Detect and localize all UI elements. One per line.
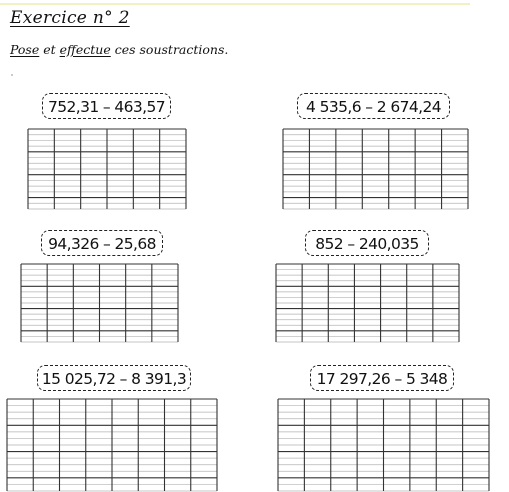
answer-grid-1[interactable] (27, 128, 187, 210)
instruction-word-effectue: effectue (59, 42, 111, 57)
exercise-title: Exercice n° 2 (10, 8, 130, 28)
operation-box-2: 4 535,6 – 2 674,24 (297, 93, 450, 119)
instruction-text (10, 42, 228, 57)
operation-box-3: 94,326 – 25,68 (41, 230, 163, 256)
answer-grid-3[interactable] (20, 263, 179, 343)
operation-box-5: 15 025,72 – 8 391,3 (37, 365, 191, 391)
answer-grid-4[interactable] (275, 263, 460, 343)
instruction-word-pose: Pose (10, 42, 40, 57)
answer-grid-6[interactable] (277, 398, 490, 492)
operation-box-1: 752,31 – 463,57 (42, 93, 171, 119)
margin-dot (11, 74, 13, 76)
answer-grid-2[interactable] (282, 128, 469, 210)
instruction-joiner: et (39, 42, 60, 57)
instruction-rest: ces soustractions. (110, 42, 229, 57)
operation-box-6: 17 297,26 – 5 348 (310, 365, 454, 391)
top-rule (0, 3, 470, 5)
operation-box-4: 852 – 240,035 (305, 230, 429, 256)
answer-grid-5[interactable] (6, 398, 218, 492)
